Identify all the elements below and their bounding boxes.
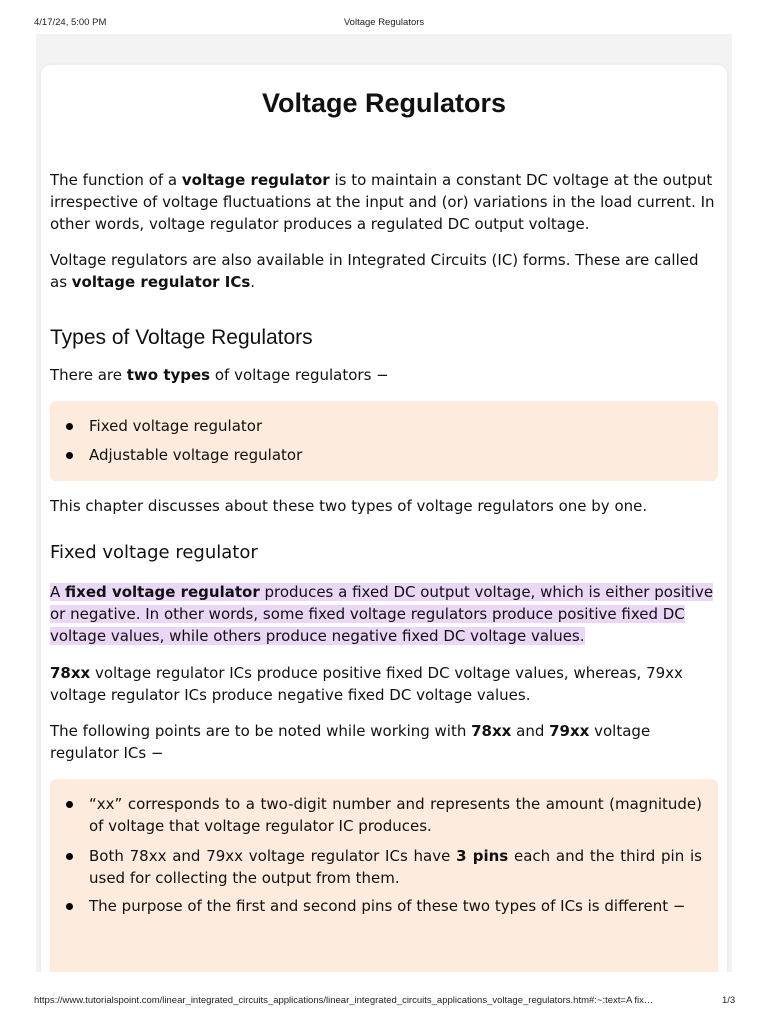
fixed-p1-post: produces a fixed DC output voltage, which is either positive or negative. In other words, some fixed voltage regulators produce positive fixed DC voltage values, while others produce negative fixed DC voltage values. (50, 583, 714, 645)
print-url: https://www.tutorialspoint.com/linear_integrated_circuits_applications/linear_integrated_circuits_applications_voltage_regulators.htm#:~:text=A fix… (34, 995, 654, 1006)
intro-p1-post: is to maintain a constant DC voltage at the output irrespective of voltage fluctuations at the input and (or) variations in the load current. In other words, voltage regulator produces a regulated DC output voltage. (50, 171, 715, 233)
fixed-p1-pre: A (50, 583, 66, 601)
types-p-bold: two types (126, 366, 211, 384)
fixed-p2-bold: 78xx (50, 664, 91, 682)
fixed-p3-bold-2: 79xx (549, 722, 590, 740)
chapter-paragraph: This chapter discusses about these two types of voltage regulators one by one. (50, 497, 648, 515)
note2-post: each and the third pin is used for collecting the output from them. (89, 847, 702, 887)
intro-p2-pre: Voltage regulators are also available in Integrated Circuits (IC) forms. These are called as (50, 251, 699, 291)
types-list-box (50, 401, 718, 481)
fixed-paragraph-2 (50, 662, 718, 706)
list-item (50, 895, 718, 917)
intro-p1-pre: The function of a (50, 171, 182, 189)
list-item (50, 444, 718, 466)
print-datetime: 4/17/24, 5:00 PM (34, 17, 107, 28)
intro-p2-bold: voltage regulator ICs (71, 273, 251, 291)
fixed-p1-bold: fixed voltage regulator (65, 583, 260, 601)
page-frame (36, 34, 732, 972)
fixed-p3-post: voltage regulator ICs − (50, 722, 651, 762)
fixed-p3-pre: The following points are to be noted while working with (50, 722, 472, 740)
fixed-paragraph-1 (50, 581, 718, 647)
types-p-pre: There are (50, 366, 127, 384)
article-title: Voltage Regulators (261, 88, 507, 118)
print-footer (0, 990, 768, 1024)
intro-paragraph-1 (50, 169, 718, 235)
bullet-icon (66, 903, 73, 910)
note2-bold: 3 pins (456, 847, 509, 865)
fixed-paragraph-3 (50, 720, 718, 764)
list-item (50, 415, 718, 437)
fixed-p3-bold-1: 78xx (471, 722, 512, 740)
fixed-regulator-heading: Fixed voltage regulator (50, 542, 258, 563)
list-item-label: Fixed voltage regulator (89, 417, 263, 435)
note2-pre: Both 78xx and 79xx voltage regulator ICs have (89, 847, 457, 865)
intro-p2-post: . (250, 273, 256, 291)
list-item (50, 845, 718, 889)
list-item-label: “xx” corresponds to a two-digit number and represents the amount (magnitude) of voltage that voltage regulator IC produces. (89, 795, 702, 835)
list-item (50, 793, 718, 837)
print-page-title: Voltage Regulators (343, 17, 425, 28)
bullet-icon (66, 853, 73, 860)
fixed-p2-post: voltage regulator ICs produce positive fixed DC voltage values, whereas, 79xx voltage regulator ICs produce negative fixed DC voltage values. (50, 664, 683, 704)
print-page-number: 1/3 (722, 995, 736, 1006)
list-item-label: Adjustable voltage regulator (89, 446, 303, 464)
bullet-icon (66, 801, 73, 808)
list-item-label: The purpose of the first and second pins of these two types of ICs is different − (89, 897, 686, 915)
bullet-icon (66, 423, 73, 430)
types-paragraph (50, 364, 718, 386)
intro-p1-bold: voltage regulator (181, 171, 330, 189)
bullet-icon (66, 452, 73, 459)
notes-list-box (50, 779, 718, 972)
article-card (41, 65, 727, 972)
print-header (0, 0, 768, 34)
highlighted-text (50, 583, 713, 645)
types-p-post: of voltage regulators − (210, 366, 389, 384)
types-heading: Types of Voltage Regulators (50, 326, 313, 349)
intro-paragraph-2 (50, 249, 718, 293)
fixed-p3-mid: and (511, 722, 550, 740)
